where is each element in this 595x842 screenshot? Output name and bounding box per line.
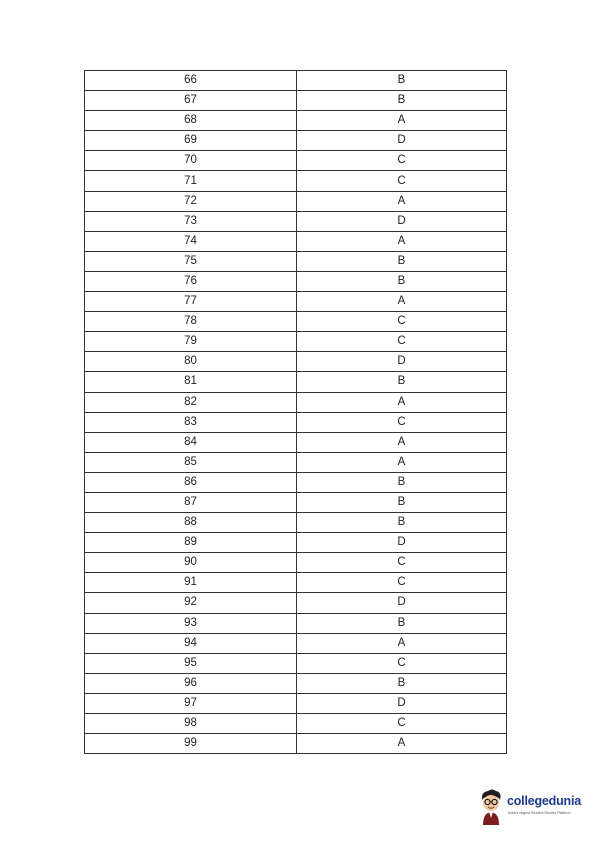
question-number-cell: 76: [85, 271, 297, 291]
question-number-cell: 86: [85, 472, 297, 492]
question-number-cell: 96: [85, 673, 297, 693]
table-row: [85, 211, 507, 231]
table-row: [85, 251, 507, 271]
question-number-cell: 97: [85, 693, 297, 713]
question-number-cell: 90: [85, 553, 297, 573]
question-number-cell: 95: [85, 653, 297, 673]
question-number-cell: 68: [85, 111, 297, 131]
answer-cell: A: [297, 292, 507, 312]
question-number-cell: 70: [85, 151, 297, 171]
table-row: [85, 292, 507, 312]
answer-cell: B: [297, 251, 507, 271]
answer-cell: A: [297, 231, 507, 251]
logo-tagline: India's largest Student Review Platform: [508, 811, 571, 815]
question-number-cell: 91: [85, 573, 297, 593]
question-number-cell: 74: [85, 231, 297, 251]
logo-wordmark: collegedunia: [507, 794, 582, 808]
answer-cell: A: [297, 191, 507, 211]
table-row: [85, 633, 507, 653]
table-row: [85, 533, 507, 553]
answer-cell: B: [297, 613, 507, 633]
table-row: [85, 693, 507, 713]
question-number-cell: 71: [85, 171, 297, 191]
question-number-cell: 84: [85, 432, 297, 452]
question-number-cell: 75: [85, 251, 297, 271]
answer-cell: D: [297, 693, 507, 713]
table-row: [85, 714, 507, 734]
answer-cell: D: [297, 211, 507, 231]
answer-cell: B: [297, 472, 507, 492]
table-row: [85, 593, 507, 613]
question-number-cell: 85: [85, 452, 297, 472]
answer-key-table: [84, 70, 507, 754]
question-number-cell: 87: [85, 492, 297, 512]
answer-key-rows: [85, 71, 507, 754]
collegedunia-logo: [478, 788, 590, 828]
answer-cell: A: [297, 111, 507, 131]
table-row: [85, 392, 507, 412]
question-number-cell: 72: [85, 191, 297, 211]
answer-cell: C: [297, 332, 507, 352]
answer-cell: A: [297, 432, 507, 452]
table-row: [85, 71, 507, 91]
answer-cell: C: [297, 412, 507, 432]
table-row: [85, 91, 507, 111]
answer-cell: C: [297, 653, 507, 673]
question-number-cell: 94: [85, 633, 297, 653]
table-row: [85, 111, 507, 131]
question-number-cell: 78: [85, 312, 297, 332]
table-row: [85, 653, 507, 673]
table-row: [85, 432, 507, 452]
answer-cell: B: [297, 372, 507, 392]
answer-cell: B: [297, 673, 507, 693]
answer-cell: D: [297, 352, 507, 372]
answer-cell: B: [297, 492, 507, 512]
table-row: [85, 332, 507, 352]
table-row: [85, 492, 507, 512]
answer-cell: B: [297, 71, 507, 91]
table-row: [85, 131, 507, 151]
table-row: [85, 271, 507, 291]
answer-cell: C: [297, 171, 507, 191]
answer-cell: A: [297, 452, 507, 472]
answer-cell: A: [297, 392, 507, 412]
question-number-cell: 81: [85, 372, 297, 392]
table-row: [85, 513, 507, 533]
table-row: [85, 171, 507, 191]
table-row: [85, 191, 507, 211]
question-number-cell: 92: [85, 593, 297, 613]
table-row: [85, 412, 507, 432]
question-number-cell: 88: [85, 513, 297, 533]
answer-cell: A: [297, 633, 507, 653]
table-row: [85, 372, 507, 392]
answer-cell: B: [297, 271, 507, 291]
table-row: [85, 312, 507, 332]
table-row: [85, 231, 507, 251]
question-number-cell: 99: [85, 734, 297, 754]
table-row: [85, 613, 507, 633]
answer-cell: C: [297, 573, 507, 593]
question-number-cell: 93: [85, 613, 297, 633]
question-number-cell: 77: [85, 292, 297, 312]
answer-cell: A: [297, 734, 507, 754]
student-mascot-icon: [478, 788, 504, 826]
answer-cell: C: [297, 151, 507, 171]
question-number-cell: 69: [85, 131, 297, 151]
answer-cell: C: [297, 714, 507, 734]
question-number-cell: 79: [85, 332, 297, 352]
table-row: [85, 472, 507, 492]
question-number-cell: 98: [85, 714, 297, 734]
table-row: [85, 553, 507, 573]
answer-cell: D: [297, 593, 507, 613]
table-row: [85, 573, 507, 593]
question-number-cell: 80: [85, 352, 297, 372]
answer-cell: D: [297, 131, 507, 151]
table-row: [85, 734, 507, 754]
answer-cell: B: [297, 513, 507, 533]
question-number-cell: 73: [85, 211, 297, 231]
question-number-cell: 67: [85, 91, 297, 111]
table-row: [85, 452, 507, 472]
answer-cell: D: [297, 533, 507, 553]
answer-cell: B: [297, 91, 507, 111]
answer-cell: C: [297, 312, 507, 332]
table-row: [85, 673, 507, 693]
question-number-cell: 82: [85, 392, 297, 412]
answer-cell: C: [297, 553, 507, 573]
table-row: [85, 352, 507, 372]
question-number-cell: 83: [85, 412, 297, 432]
question-number-cell: 89: [85, 533, 297, 553]
question-number-cell: 66: [85, 71, 297, 91]
table-row: [85, 151, 507, 171]
